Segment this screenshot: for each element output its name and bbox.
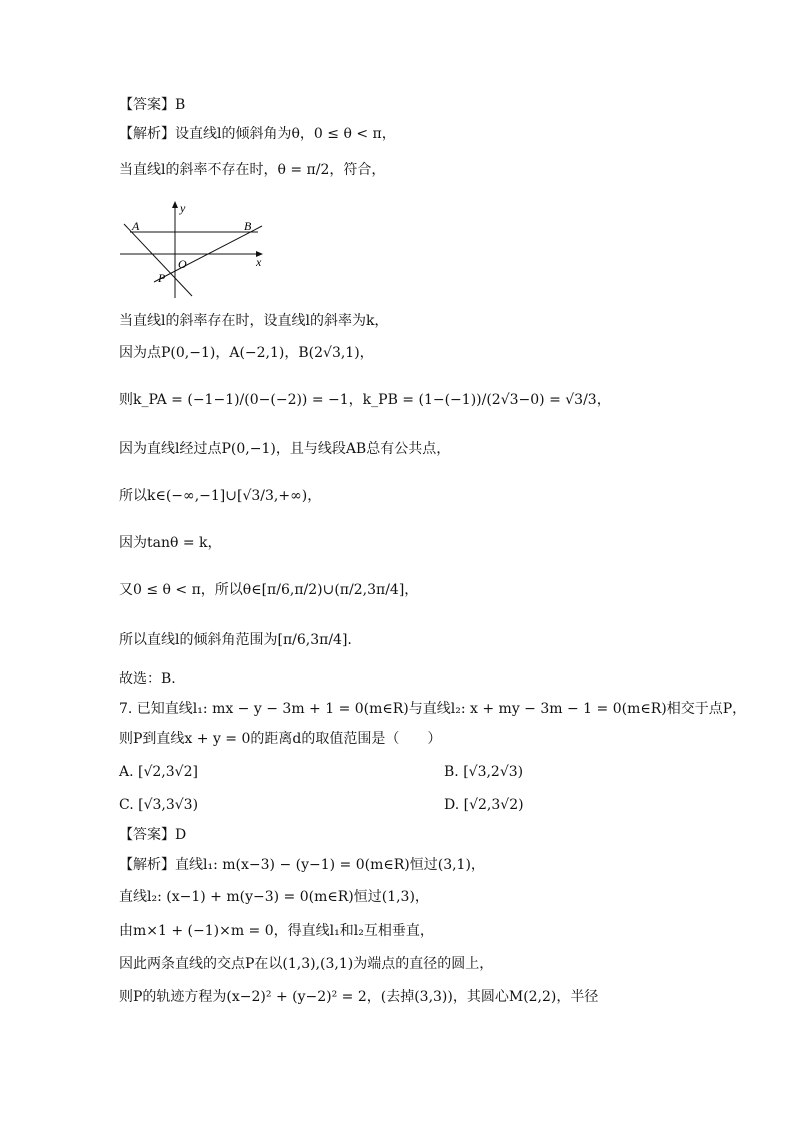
analysis-label: 【解析】 (119, 126, 175, 142)
analysis-line-9: 又0 ≤ θ < π，所以θ∈[π/6,π/2)∪(π/2,3π/4]， (119, 582, 419, 598)
answer-value-2: D (175, 827, 187, 843)
analysis2-line-2: 直线l₂: (x−1) + m(y−3) = 0(m∈R)恒过(1,3)， (119, 889, 429, 905)
analysis2-label: 【解析】 (119, 857, 175, 873)
answer-label: 【答案】 (119, 97, 175, 113)
answer-label-2: 【答案】 (119, 827, 175, 843)
analysis2-text-1: 直线l₁: m(x−3) − (y−1) = 0(m∈R)恒过(3,1)， (175, 857, 485, 873)
analysis-line-4: 因为点P(0,−1)，A(−2,1)，B(2√3,1)， (119, 345, 374, 361)
question-7-stem-2: 则P到直线x + y = 0的距离d的取值范围是（ ） (119, 731, 442, 747)
analysis-line-10: 所以直线l的倾斜角范围为[π/6,3π/4]. (119, 632, 352, 648)
point-b-label: B (244, 219, 252, 233)
analysis2-line-4: 因此两条直线的交点P在以(1,3),(3,1)为端点的直径的圆上， (119, 956, 494, 972)
analysis-line-2: 当直线l的斜率不存在时，θ = π/2，符合， (119, 162, 386, 178)
analysis-line-7: 所以k∈(−∞,−1]∪[√3/3,+∞)， (119, 488, 322, 504)
analysis-line-11: 故选：B. (119, 671, 176, 687)
option-a: A. [√2,3√2] (119, 764, 198, 780)
analysis-line-6: 因为直线l经过点P(0,−1)，且与线段AB总有公共点， (119, 441, 451, 457)
answer-line-2 (119, 825, 186, 845)
analysis-line-3: 当直线l的斜率存在时，设直线l的斜率为k， (119, 313, 389, 329)
analysis2-line-5: 则P的轨迹方程为(x−2)² + (y−2)² = 2，(去掉(3,3))，其圆心M(2,2)，半径 (119, 989, 599, 1005)
question-7-stem-1: 7. 已知直线l₁: mx − y − 3m + 1 = 0(m∈R)与直线l₂: x + my − 3m − 1 = 0(m∈R)相交于点P， (119, 701, 747, 717)
x-axis-label: x (256, 255, 262, 269)
answer-line-1 (119, 95, 185, 115)
option-c: C. [√3,3√3) (119, 797, 199, 813)
origin-label: O (178, 257, 187, 271)
answer-value: B (175, 97, 186, 113)
y-axis-label: y (180, 201, 186, 215)
point-p-label: P (158, 271, 166, 285)
analysis2-line-1 (119, 855, 485, 875)
point-a-label: A (132, 219, 140, 233)
coordinate-figure (118, 198, 268, 300)
option-d: D. [√2,3√2) (444, 797, 524, 813)
analysis2-line-3: 由m×1 + (−1)×m = 0，得直线l₁和l₂互相垂直， (119, 923, 434, 939)
analysis-line-5: 则k_PA = (−1−1)/(0−(−2)) = −1，k_PB = (1−(−1))/(2√3−0) = √3/3， (119, 392, 611, 408)
analysis-line-1: 【解析】设直线l的倾斜角为θ，0 ≤ θ < π， (119, 126, 396, 142)
analysis-line-8: 因为tanθ = k， (119, 535, 222, 551)
option-b: B. [√3,2√3) (444, 764, 524, 780)
